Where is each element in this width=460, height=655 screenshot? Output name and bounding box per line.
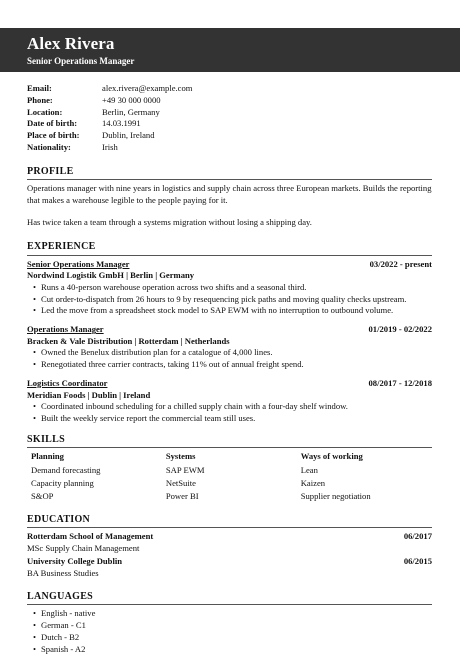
section-title-languages: LANGUAGES [27,590,432,606]
personal-row [27,95,432,107]
job-header [27,378,432,390]
education-school: Rotterdam School of Management [27,531,154,542]
personal-value: Berlin, Germany [102,106,160,117]
skill-item: Demand forecasting [31,464,101,475]
skill-item: S&OP [31,490,54,501]
education-entry [27,531,432,554]
job-bullet: • Led the move from a spreadsheet stock model to SAP EWM with no interruption to outbound volume. [33,305,432,317]
skills-column-heading: Planning [31,451,64,462]
skill-item: Capacity planning [31,477,94,488]
personal-row [27,107,432,119]
personal-value: Dublin, Ireland [102,130,155,141]
skills-grid [27,451,432,504]
education-header [27,556,432,568]
job-entry [27,324,432,371]
skills-column [297,451,432,504]
language-item: • English - native [33,608,432,620]
language-item: • Dutch - B2 [33,632,432,644]
job-bullet: • Runs a 40-person warehouse operation across two shifts and a seasonal third. [33,282,432,294]
profile-section [27,165,432,229]
skill-item: SAP EWM [165,464,205,475]
personal-label: Nationality: [27,141,71,152]
skill-item: Supplier negotiation [300,490,371,501]
personal-row [27,142,432,154]
job-title: Senior Operations Manager [27,258,130,269]
personal-label: Place of birth: [27,130,80,141]
job-dates: 01/2019 - 02/2022 [368,324,432,335]
skill-item: NetSuite [165,477,196,488]
education-degree: MSc Supply Chain Management [27,542,140,553]
languages-section [27,590,432,655]
job-header [27,324,432,336]
section-title-education: EDUCATION [27,513,432,529]
job-bullets [33,401,432,425]
job-company: Meridian Foods | Dublin | Ireland [27,389,151,400]
job-header [27,259,432,271]
experience-section [27,240,432,425]
job-bullets [33,282,432,317]
personal-label: Location: [27,106,63,117]
resume-header [0,28,460,72]
personal-row [27,130,432,142]
personal-details [27,83,432,154]
education-date: 06/2017 [403,531,432,542]
job-bullet: • Renegotiated three carrier contracts, taking 11% out of annual freight spend. [33,359,432,371]
candidate-name: Alex Rivera [27,34,115,53]
education-school: University College Dublin [27,556,123,567]
skills-column [162,451,297,504]
skills-column-heading: Systems [165,451,196,462]
skill-item: Kaizen [300,477,326,488]
job-dates: 03/2022 - present [369,258,432,269]
resume-body [27,83,432,655]
job-bullet: • Coordinated inbound scheduling for a chilled supply chain with a four-day shelf window. [33,401,432,413]
job-dates: 08/2017 - 12/2018 [368,377,432,388]
personal-row [27,83,432,95]
skills-column [27,451,162,504]
job-entry [27,259,432,318]
language-item: • German - C1 [33,620,432,632]
section-title-experience: EXPERIENCE [27,240,432,256]
profile-paragraph: Operations manager with nine years in logistics and supply chain across three European markets. Builds the reporting that makes a warehouse legible to the people paying for it. [27,183,432,205]
job-bullet: • Cut order-to-dispatch from 26 hours to 9 by resequencing pick paths and moving quality checks upstream. [33,294,432,306]
job-company: Bracken & Vale Distribution | Rotterdam | Netherlands [27,335,230,346]
job-title: Logistics Coordinator [27,377,108,388]
education-degree: BA Business Studies [27,568,99,579]
job-company: Nordwind Logistik GmbH | Berlin | Germany [27,270,195,281]
language-list [33,608,432,655]
job-bullets [33,347,432,371]
candidate-role: Senior Operations Manager [27,55,135,66]
language-item: • Spanish - A2 [33,644,432,655]
personal-row [27,118,432,130]
education-date: 06/2015 [403,556,432,567]
skills-section [27,433,432,504]
skills-column-heading: Ways of working [300,451,363,462]
job-bullet: • Built the weekly service report the commercial team still uses. [33,413,432,425]
skill-item: Lean [300,464,318,475]
job-title: Operations Manager [27,324,104,335]
education-header [27,531,432,543]
personal-value: alex.rivera@example.com [102,83,193,93]
personal-label: Phone: [27,94,53,105]
skill-item: Power BI [165,490,199,501]
education-section [27,513,432,580]
personal-value: 14.03.1991 [102,118,141,129]
section-title-profile: PROFILE [27,165,432,181]
personal-label: Date of birth: [27,118,78,129]
personal-label: Email: [27,83,52,93]
personal-value: +49 30 000 0000 [102,94,161,105]
job-entry [27,378,432,425]
education-entry [27,556,432,579]
profile-paragraph: Has twice taken a team through a systems migration without losing a shipping day. [27,217,312,228]
section-title-skills: SKILLS [27,433,432,449]
job-bullet: • Owned the Benelux distribution plan for a catalogue of 4,000 lines. [33,347,432,359]
personal-value: Irish [102,141,118,152]
